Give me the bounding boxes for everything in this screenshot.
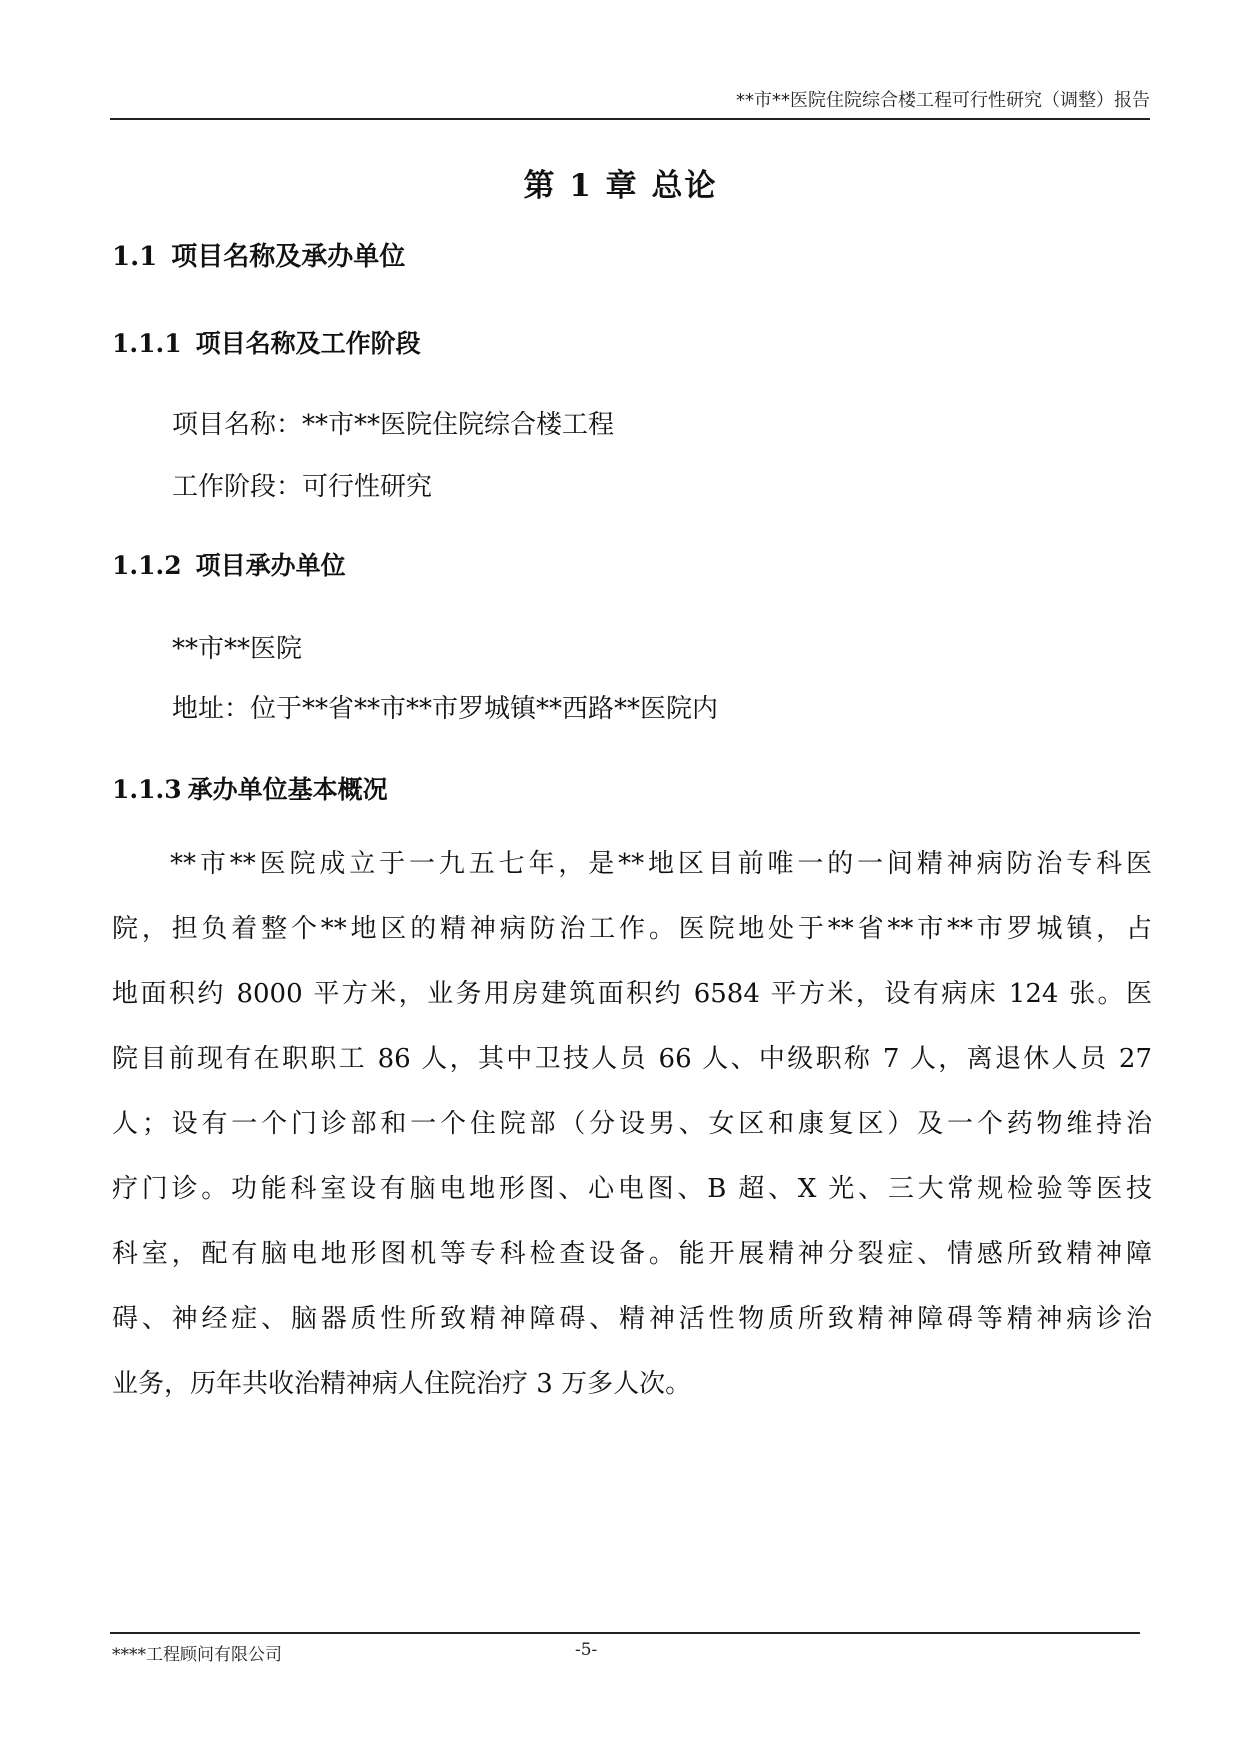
section-heading-1-1-3 [112,770,388,806]
footer-company: ****工程顾问有限公司 [112,1645,282,1665]
organization-name-line: **市**医院 [172,634,303,664]
paragraph-line: 院，担负着整个**地区的精神病防治工作。医院地处于**省**市**市罗城镇，占 [112,914,1152,944]
page-number: -5- [575,1640,598,1660]
project-name-line: 项目名称：**市**医院住院综合楼工程 [172,410,615,440]
paragraph-line: 疗门诊。功能科室设有脑电地形图、心电图、B 超、X 光、三大常规检验等医技 [112,1174,1152,1204]
section-heading-1-1-1 [112,324,421,360]
chapter-title: 第 1 章 总论 [523,168,718,204]
paragraph-line: 院目前现有在职职工 86 人，其中卫技人员 66 人、中级职称 7 人，离退休人员 27 [112,1044,1152,1074]
paragraph-line: 人；设有一个门诊部和一个住院部（分设男、女区和康复区）及一个药物维持治 [112,1109,1152,1139]
paragraph-line: **市**医院成立于一九五七年，是**地区目前唯一的一间精神病防治专科医 [170,849,1152,879]
section-title: 项目名称及工作阶段 [195,329,421,358]
section-number: 1.1.2 [112,551,182,580]
section-number: 1.1 [112,242,158,272]
paragraph-line: 碍、神经症、脑器质性所致精神障碍、精神活性物质所致精神障碍等精神病诊治 [112,1304,1152,1334]
section-title: 承办单位基本概况 [187,775,388,804]
header-title: **市**医院住院综合楼工程可行性研究（调整）报告 [736,90,1150,111]
section-title: 项目名称及承办单位 [171,242,406,272]
section-title: 项目承办单位 [195,551,346,580]
work-stage-line: 工作阶段：可行性研究 [172,472,433,502]
address-line: 地址：位于**省**市**市罗城镇**西路**医院内 [172,694,719,724]
paragraph-line: 科室，配有脑电地形图机等专科检查设备。能开展精神分裂症、情感所致精神障 [112,1239,1152,1269]
paragraph-line: 地面积约 8000 平方米，业务用房建筑面积约 6584 平方米，设有病床 124 张。医 [112,979,1152,1009]
section-number: 1.1.3 [112,775,182,804]
page-header [110,84,1150,120]
section-number: 1.1.1 [112,329,182,358]
section-heading-1-1-2 [112,546,346,582]
paragraph-line: 业务，历年共收治精神病人住院治疗 3 万多人次。 [112,1369,692,1399]
organization-overview-paragraph [112,846,1152,1431]
page-footer [110,1632,1140,1665]
section-heading-1-1 [112,236,405,273]
